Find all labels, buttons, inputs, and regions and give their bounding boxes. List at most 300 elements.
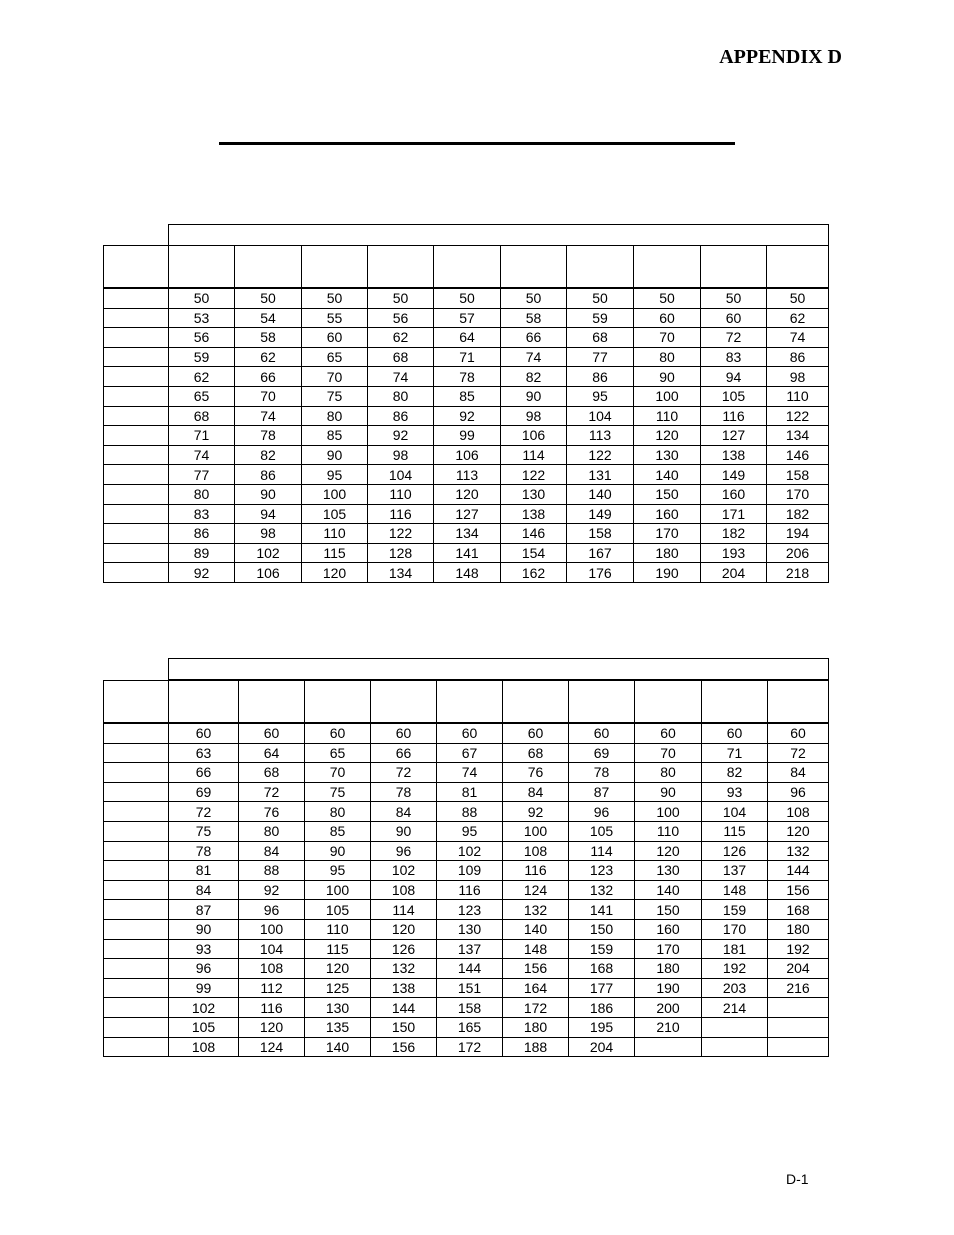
table-cell: 80: [305, 802, 371, 822]
table-row: [104, 841, 829, 861]
table-cell: 98: [501, 406, 567, 426]
table-cell: 75: [169, 821, 239, 841]
table-cell: 162: [501, 563, 567, 583]
table-cell: 159: [702, 900, 768, 920]
table-cell: 192: [768, 939, 829, 959]
row-label-cell: [104, 821, 169, 841]
table-cell: 50: [634, 288, 701, 308]
table-cell: 154: [501, 543, 567, 563]
table-row: [104, 465, 829, 485]
table-row: [104, 484, 829, 504]
table-cell: 96: [768, 782, 829, 802]
table-cell: 66: [235, 367, 302, 387]
table-cell: 140: [635, 880, 702, 900]
table-cell: 204: [768, 959, 829, 979]
table-cell: 158: [767, 465, 829, 485]
table-cell: 85: [302, 426, 368, 446]
table-cell: 94: [235, 504, 302, 524]
table-cell: 114: [371, 900, 437, 920]
row-label-cell: [104, 386, 169, 406]
table-cell: 116: [503, 861, 569, 881]
table-cell: [768, 1017, 829, 1037]
row-label-cell: [104, 763, 169, 783]
table-cell: 110: [634, 406, 701, 426]
title-rule: [219, 142, 735, 145]
row-label-cell: [104, 723, 169, 743]
table-cell: [768, 998, 829, 1018]
table-cell: 123: [437, 900, 503, 920]
table-cell: 64: [239, 743, 305, 763]
table-2-header-band: [168, 658, 829, 680]
table-cell: 137: [437, 939, 503, 959]
table-cell: 84: [371, 802, 437, 822]
table-cell: 87: [169, 900, 239, 920]
table-cell: 170: [635, 939, 702, 959]
row-label-cell: [104, 563, 169, 583]
table-cell: 176: [567, 563, 634, 583]
table-cell: 60: [305, 723, 371, 743]
table-cell: 80: [634, 347, 701, 367]
table-cell: 112: [239, 978, 305, 998]
table-cell: 124: [503, 880, 569, 900]
table-cell: 50: [368, 288, 434, 308]
table-cell: 186: [569, 998, 635, 1018]
row-label-cell: [104, 919, 169, 939]
row-label-cell: [104, 347, 169, 367]
appendix-title: APPENDIX D: [719, 46, 842, 68]
table-cell: 71: [702, 743, 768, 763]
table-cell: 82: [501, 367, 567, 387]
table-cell: 138: [371, 978, 437, 998]
table-cell: 116: [437, 880, 503, 900]
table-cell: 156: [768, 880, 829, 900]
table-cell: 177: [569, 978, 635, 998]
header-cell: [434, 246, 501, 289]
table-cell: 94: [701, 367, 767, 387]
table-cell: 100: [634, 386, 701, 406]
table-cell: 172: [437, 1037, 503, 1057]
table-cell: 50: [567, 288, 634, 308]
header-cell: [635, 681, 702, 724]
table-cell: 90: [634, 367, 701, 387]
row-label-cell: [104, 939, 169, 959]
table-cell: 126: [702, 841, 768, 861]
table-2-grid: [103, 680, 829, 1057]
table-cell: 67: [437, 743, 503, 763]
table-cell: 120: [239, 1017, 305, 1037]
table-row: [104, 782, 829, 802]
header-cell: [169, 246, 235, 289]
table-cell: 167: [567, 543, 634, 563]
table-cell: 81: [437, 782, 503, 802]
row-label-cell: [104, 328, 169, 348]
table-cell: 95: [437, 821, 503, 841]
table-cell: 100: [302, 484, 368, 504]
table-cell: 116: [368, 504, 434, 524]
table-cell: 158: [567, 524, 634, 544]
table-cell: 86: [368, 406, 434, 426]
table-cell: 210: [635, 1017, 702, 1037]
table-cell: 106: [235, 563, 302, 583]
row-label-cell: [104, 426, 169, 446]
table-cell: 81: [169, 861, 239, 881]
row-label-cell: [104, 308, 169, 328]
table-cell: 134: [368, 563, 434, 583]
table-cell: 71: [169, 426, 235, 446]
table-cell: 165: [437, 1017, 503, 1037]
table-cell: 58: [235, 328, 302, 348]
table-cell: 123: [569, 861, 635, 881]
table-cell: 134: [434, 524, 501, 544]
table-cell: 188: [503, 1037, 569, 1057]
table-cell: 132: [371, 959, 437, 979]
table-cell: 93: [169, 939, 239, 959]
table-row: [104, 367, 829, 387]
table-cell: 200: [635, 998, 702, 1018]
table-cell: 105: [169, 1017, 239, 1037]
row-label-cell: [104, 880, 169, 900]
table-cell: 93: [702, 782, 768, 802]
table-cell: 95: [567, 386, 634, 406]
table-cell: 108: [768, 802, 829, 822]
table-cell: 138: [701, 445, 767, 465]
table-cell: 90: [235, 484, 302, 504]
table-header-row: [104, 246, 829, 289]
table-cell: 127: [701, 426, 767, 446]
table-cell: 106: [434, 445, 501, 465]
table-cell: 78: [169, 841, 239, 861]
table-cell: 140: [305, 1037, 371, 1057]
table-cell: 66: [169, 763, 239, 783]
header-cell: [302, 246, 368, 289]
table-cell: 130: [437, 919, 503, 939]
table-cell: 80: [635, 763, 702, 783]
row-label-cell: [104, 782, 169, 802]
row-label-cell: [104, 484, 169, 504]
table-cell: 92: [169, 563, 235, 583]
table-cell: 180: [768, 919, 829, 939]
table-cell: 138: [501, 504, 567, 524]
table-cell: 115: [302, 543, 368, 563]
table-cell: 50: [701, 288, 767, 308]
row-label-cell: [104, 288, 169, 308]
table-cell: 56: [368, 308, 434, 328]
table-cell: 88: [239, 861, 305, 881]
table-cell: 62: [767, 308, 829, 328]
table-cell: 130: [634, 445, 701, 465]
row-label-cell: [104, 1017, 169, 1037]
table-cell: 160: [634, 504, 701, 524]
table-cell: 113: [434, 465, 501, 485]
table-cell: 156: [503, 959, 569, 979]
table-row: [104, 524, 829, 544]
table-cell: 60: [169, 723, 239, 743]
row-label-cell: [104, 465, 169, 485]
table-row: [104, 543, 829, 563]
table-cell: 137: [702, 861, 768, 881]
table-cell: 120: [371, 919, 437, 939]
table-cell: 70: [634, 328, 701, 348]
table-cell: 148: [702, 880, 768, 900]
table-row: [104, 504, 829, 524]
table-row: [104, 861, 829, 881]
table-cell: 96: [371, 841, 437, 861]
row-label-cell: [104, 1037, 169, 1057]
table-cell: 144: [371, 998, 437, 1018]
table-cell: 92: [434, 406, 501, 426]
table-cell: 82: [702, 763, 768, 783]
table-cell: 70: [305, 763, 371, 783]
table-cell: 159: [569, 939, 635, 959]
table-cell: 68: [169, 406, 235, 426]
table-cell: 158: [437, 998, 503, 1018]
table-row: [104, 328, 829, 348]
table-cell: 60: [503, 723, 569, 743]
table-cell: 62: [235, 347, 302, 367]
table-cell: 116: [701, 406, 767, 426]
row-label-cell: [104, 543, 169, 563]
table-cell: 92: [368, 426, 434, 446]
table-cell: 148: [434, 563, 501, 583]
table-cell: 50: [767, 288, 829, 308]
table-cell: 193: [701, 543, 767, 563]
table-row: [104, 563, 829, 583]
table-cell: 182: [701, 524, 767, 544]
row-label-cell: [104, 524, 169, 544]
table-cell: 59: [169, 347, 235, 367]
table-cell: 95: [302, 465, 368, 485]
table-cell: 84: [169, 880, 239, 900]
table-cell: 85: [305, 821, 371, 841]
table-cell: 146: [767, 445, 829, 465]
table-cell: 74: [501, 347, 567, 367]
table-cell: 144: [437, 959, 503, 979]
table-cell: 170: [634, 524, 701, 544]
table-cell: 104: [567, 406, 634, 426]
table-cell: 65: [302, 347, 368, 367]
table-cell: 148: [503, 939, 569, 959]
table-cell: 124: [239, 1037, 305, 1057]
table-cell: 180: [635, 959, 702, 979]
table-cell: 128: [368, 543, 434, 563]
table-cell: 75: [302, 386, 368, 406]
table-cell: 99: [169, 978, 239, 998]
table-cell: 72: [768, 743, 829, 763]
table-cell: 120: [305, 959, 371, 979]
table-cell: 90: [302, 445, 368, 465]
row-label-cell: [104, 998, 169, 1018]
table-cell: 82: [235, 445, 302, 465]
header-cell: [305, 681, 371, 724]
table-cell: 60: [702, 723, 768, 743]
table-cell: 110: [368, 484, 434, 504]
table-cell: 62: [169, 367, 235, 387]
table-cell: 130: [305, 998, 371, 1018]
table-cell: 86: [235, 465, 302, 485]
table-cell: 194: [767, 524, 829, 544]
table-cell: 78: [371, 782, 437, 802]
table-row: [104, 998, 829, 1018]
table-row: [104, 1017, 829, 1037]
table-cell: 141: [569, 900, 635, 920]
table-row: [104, 802, 829, 822]
table-header-row: [104, 681, 829, 724]
table-cell: 50: [434, 288, 501, 308]
table-cell: 182: [767, 504, 829, 524]
table-cell: 68: [503, 743, 569, 763]
table-1: [103, 224, 828, 583]
table-cell: 151: [437, 978, 503, 998]
table-row: [104, 763, 829, 783]
table-cell: 78: [569, 763, 635, 783]
table-cell: [702, 1017, 768, 1037]
table-cell: 74: [235, 406, 302, 426]
table-cell: 141: [434, 543, 501, 563]
table-cell: 92: [239, 880, 305, 900]
row-label-cell: [104, 861, 169, 881]
table-cell: 115: [305, 939, 371, 959]
table-cell: 86: [169, 524, 235, 544]
table-cell: 144: [768, 861, 829, 881]
table-cell: 90: [371, 821, 437, 841]
table-cell: 110: [302, 524, 368, 544]
header-cell: [239, 681, 305, 724]
table-cell: 120: [768, 821, 829, 841]
table-cell: 160: [635, 919, 702, 939]
table-cell: 78: [434, 367, 501, 387]
table-cell: 98: [767, 367, 829, 387]
row-label-cell: [104, 978, 169, 998]
table-cell: 126: [371, 939, 437, 959]
table-cell: 125: [305, 978, 371, 998]
table-cell: 60: [634, 308, 701, 328]
table-cell: 130: [635, 861, 702, 881]
table-cell: 84: [503, 782, 569, 802]
table-cell: 170: [702, 919, 768, 939]
table-cell: 113: [567, 426, 634, 446]
table-cell: 140: [567, 484, 634, 504]
table-cell: 160: [701, 484, 767, 504]
header-cell: [767, 246, 829, 289]
table-cell: 132: [768, 841, 829, 861]
table-cell: 99: [434, 426, 501, 446]
table-cell: 89: [169, 543, 235, 563]
table-cell: 110: [305, 919, 371, 939]
table-row: [104, 900, 829, 920]
table-cell: 54: [235, 308, 302, 328]
table-cell: 168: [569, 959, 635, 979]
row-label-cell: [104, 841, 169, 861]
table-cell: 216: [768, 978, 829, 998]
table-cell: 55: [302, 308, 368, 328]
table-row: [104, 426, 829, 446]
table-cell: 130: [501, 484, 567, 504]
table-cell: 60: [635, 723, 702, 743]
table-cell: 204: [701, 563, 767, 583]
table-cell: 127: [434, 504, 501, 524]
table-cell: 80: [302, 406, 368, 426]
table-row: [104, 939, 829, 959]
table-cell: 122: [368, 524, 434, 544]
table-cell: 60: [768, 723, 829, 743]
table-cell: 76: [239, 802, 305, 822]
table-cell: 122: [501, 465, 567, 485]
table-cell: 90: [635, 782, 702, 802]
table-cell: 192: [702, 959, 768, 979]
table-cell: 149: [567, 504, 634, 524]
table-cell: 60: [701, 308, 767, 328]
table-cell: 88: [437, 802, 503, 822]
table-cell: 106: [501, 426, 567, 446]
row-label-cell: [104, 406, 169, 426]
table-cell: 74: [169, 445, 235, 465]
table-cell: 95: [305, 861, 371, 881]
table-cell: 104: [239, 939, 305, 959]
header-cell: [567, 246, 634, 289]
header-cell: [368, 246, 434, 289]
table-cell: 60: [371, 723, 437, 743]
table-cell: 65: [305, 743, 371, 763]
table-cell: 150: [371, 1017, 437, 1037]
table-cell: 115: [702, 821, 768, 841]
table-cell: 63: [169, 743, 239, 763]
table-cell: [635, 1037, 702, 1057]
table-cell: 206: [767, 543, 829, 563]
table-cell: 132: [569, 880, 635, 900]
table-row: [104, 880, 829, 900]
table-cell: 74: [368, 367, 434, 387]
table-cell: 69: [569, 743, 635, 763]
table-cell: 149: [701, 465, 767, 485]
table-cell: 58: [501, 308, 567, 328]
table-cell: 86: [567, 367, 634, 387]
table-cell: 180: [634, 543, 701, 563]
table-cell: [768, 1037, 829, 1057]
table-1-header-band: [168, 224, 829, 246]
table-row: [104, 723, 829, 743]
table-cell: 84: [239, 841, 305, 861]
table-cell: 96: [239, 900, 305, 920]
table-cell: 50: [235, 288, 302, 308]
table-cell: 72: [169, 802, 239, 822]
table-cell: 105: [701, 386, 767, 406]
table-cell: 140: [634, 465, 701, 485]
table-cell: 132: [503, 900, 569, 920]
table-row: [104, 445, 829, 465]
table-cell: 116: [239, 998, 305, 1018]
header-cell: [104, 681, 169, 724]
row-label-cell: [104, 959, 169, 979]
table-cell: 70: [635, 743, 702, 763]
table-cell: 86: [767, 347, 829, 367]
row-label-cell: [104, 504, 169, 524]
table-cell: 70: [235, 386, 302, 406]
table-cell: 72: [239, 782, 305, 802]
table-cell: 50: [169, 288, 235, 308]
table-cell: 122: [767, 406, 829, 426]
table-cell: 69: [169, 782, 239, 802]
table-cell: 181: [702, 939, 768, 959]
table-cell: 53: [169, 308, 235, 328]
table-cell: 71: [434, 347, 501, 367]
table-cell: 66: [371, 743, 437, 763]
table-cell: 102: [169, 998, 239, 1018]
table-row: [104, 919, 829, 939]
table-cell: 150: [635, 900, 702, 920]
table-cell: 150: [569, 919, 635, 939]
table-cell: 60: [437, 723, 503, 743]
table-cell: 156: [371, 1037, 437, 1057]
